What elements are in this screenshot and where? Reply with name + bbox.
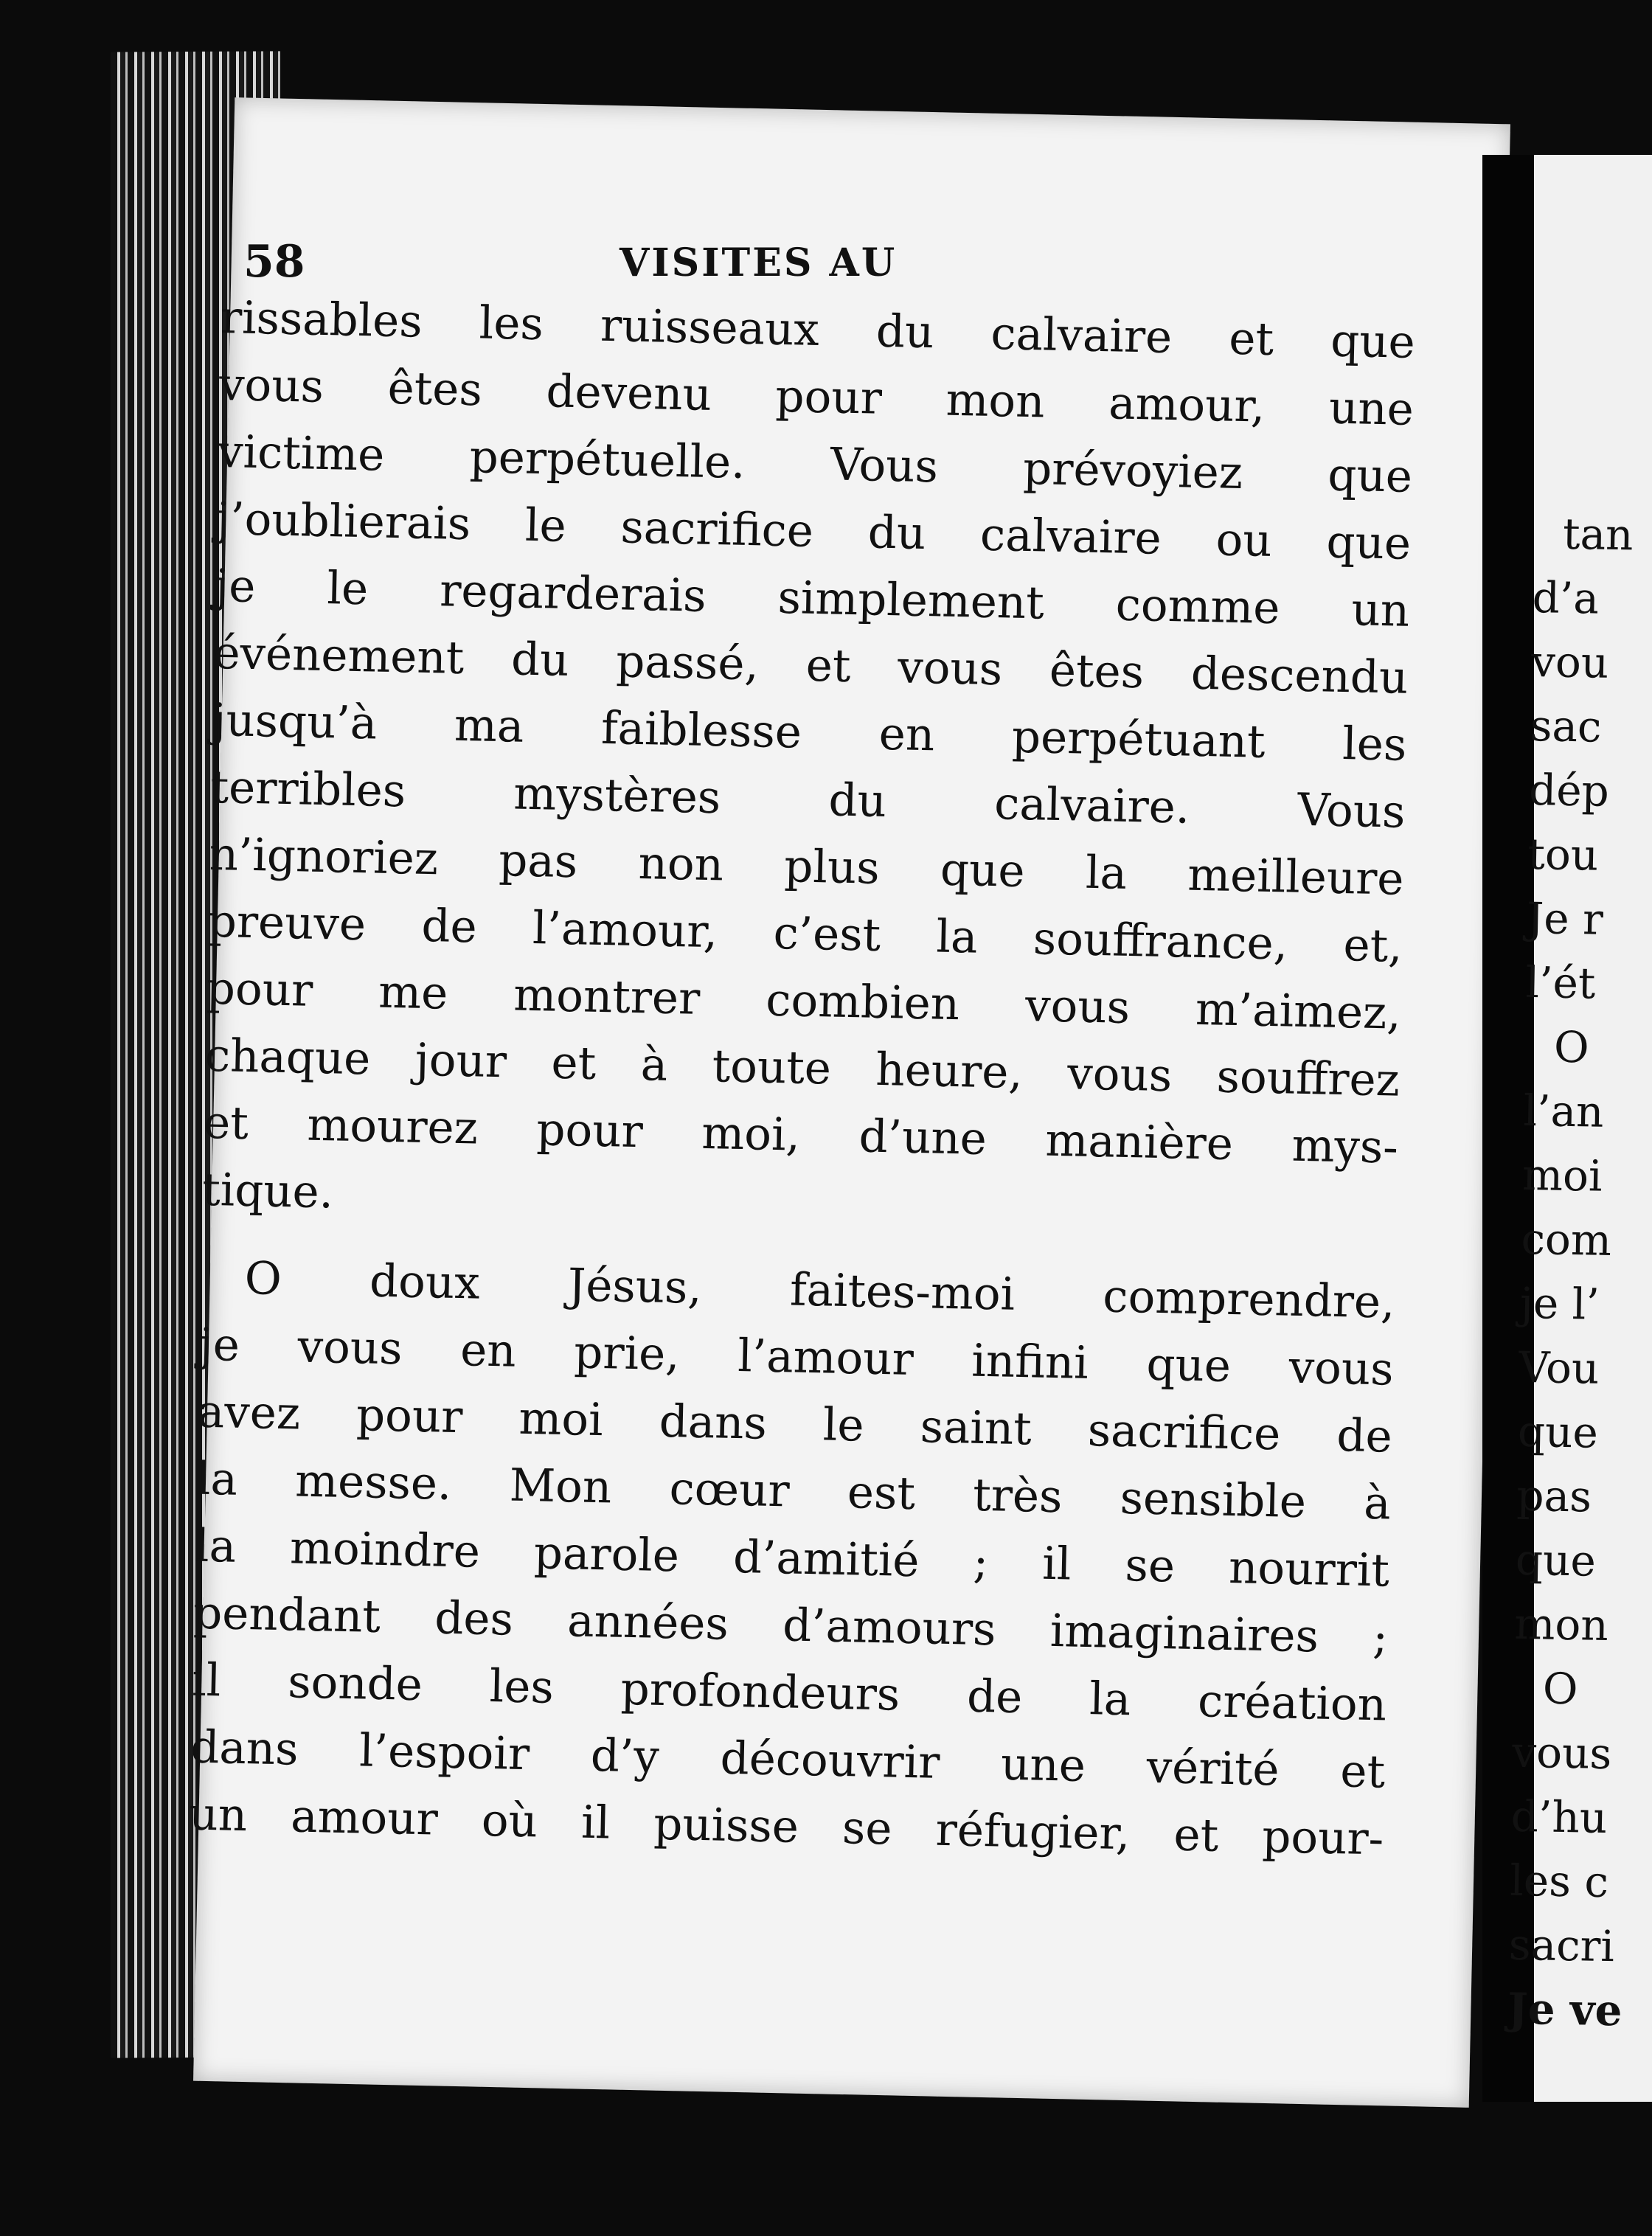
text-line: chaque jour et à toute heure, vous souffrez — [204, 1029, 1401, 1107]
text-fragment: tan — [1562, 508, 1634, 560]
text-fragment: les c — [1509, 1855, 1609, 1908]
paragraph-2 — [189, 1244, 1396, 1873]
text-line: j’oublierais le sacrifice du calvaire ou que — [215, 492, 1412, 570]
text-line: jusqu’à ma faiblesse en perpétuant les — [211, 693, 1408, 771]
text-fragment: je l’ — [1519, 1277, 1600, 1330]
text-line: la messe. Mon cœur est très sensible à — [195, 1452, 1392, 1530]
page-body — [189, 284, 1416, 1872]
text-line: la moindre parole d’amitié ; il se nourrit — [194, 1519, 1390, 1597]
text-fragment: vous — [1511, 1726, 1612, 1780]
text-fragment: Je r — [1526, 892, 1604, 945]
text-line: rissables les ruisseaux du calvaire et que — [220, 291, 1416, 369]
text-line: et mourez pour moi, d’une manière mys- — [203, 1096, 1399, 1174]
text-line: preuve de l’amour, c’est la souffrance, et, — [207, 895, 1403, 973]
text-fragment: dép — [1528, 764, 1610, 816]
text-line: il sonde les profondeurs de la création — [191, 1653, 1387, 1732]
text-line: terribles mystères du calvaire. Vous — [209, 760, 1406, 838]
text-line: O doux Jésus, faites-moi comprendre, — [244, 1251, 1396, 1329]
text-line: n’ignoriez pas non plus que la meilleure — [209, 827, 1405, 906]
text-fragment: l’an — [1522, 1085, 1605, 1137]
text-fragment: vou — [1530, 636, 1609, 688]
text-fragment: pas — [1516, 1470, 1592, 1522]
text-fragment: d’hu — [1510, 1791, 1608, 1843]
text-line: victime perpétuelle. Vous prévoyiez que — [217, 425, 1413, 503]
text-fragment: moi — [1521, 1149, 1603, 1201]
text-fragment: l’ét — [1525, 956, 1596, 1009]
text-line: un amour où il puisse se réfugier, et pour- — [188, 1788, 1384, 1866]
text-fragment: Vou — [1518, 1341, 1600, 1394]
text-line: tique. — [201, 1163, 334, 1219]
text-fragment: tou — [1527, 828, 1599, 881]
text-fragment: O — [1553, 1021, 1590, 1073]
text-fragment: que — [1515, 1534, 1597, 1586]
text-line: avez pour moi dans le saint sacrifice de — [197, 1385, 1393, 1463]
text-fragment: sacri — [1508, 1919, 1615, 1972]
text-line: pendant des années d’amours imaginaires ; — [192, 1586, 1389, 1664]
text-line: dans l’espoir d’y découvrir une vérité et — [190, 1721, 1386, 1799]
text-fragment: d’a — [1532, 572, 1600, 624]
text-fragment: Je ve — [1507, 1983, 1623, 2036]
text-line: événement du passé, et vous êtes descendu — [212, 626, 1409, 704]
paragraph-1 — [201, 284, 1415, 1249]
text-line: pour me montrer combien vous m’aimez, — [206, 962, 1402, 1040]
running-head: VISITES AU — [620, 240, 898, 285]
text-line: je vous en prie, l’amour infini que vous — [198, 1318, 1395, 1396]
text-fragment: sac — [1530, 700, 1603, 752]
text-fragment: que — [1517, 1406, 1599, 1458]
page-number: 58 — [243, 236, 305, 288]
text-fragment: com — [1520, 1213, 1612, 1265]
text-line: vous êtes devenu pour mon amour, une — [218, 358, 1415, 436]
right-page — [1507, 155, 1652, 2102]
text-fragment: O — [1542, 1663, 1579, 1715]
text-line: je le regarderais simplement comme un — [214, 559, 1410, 637]
text-fragment: mon — [1513, 1598, 1609, 1650]
